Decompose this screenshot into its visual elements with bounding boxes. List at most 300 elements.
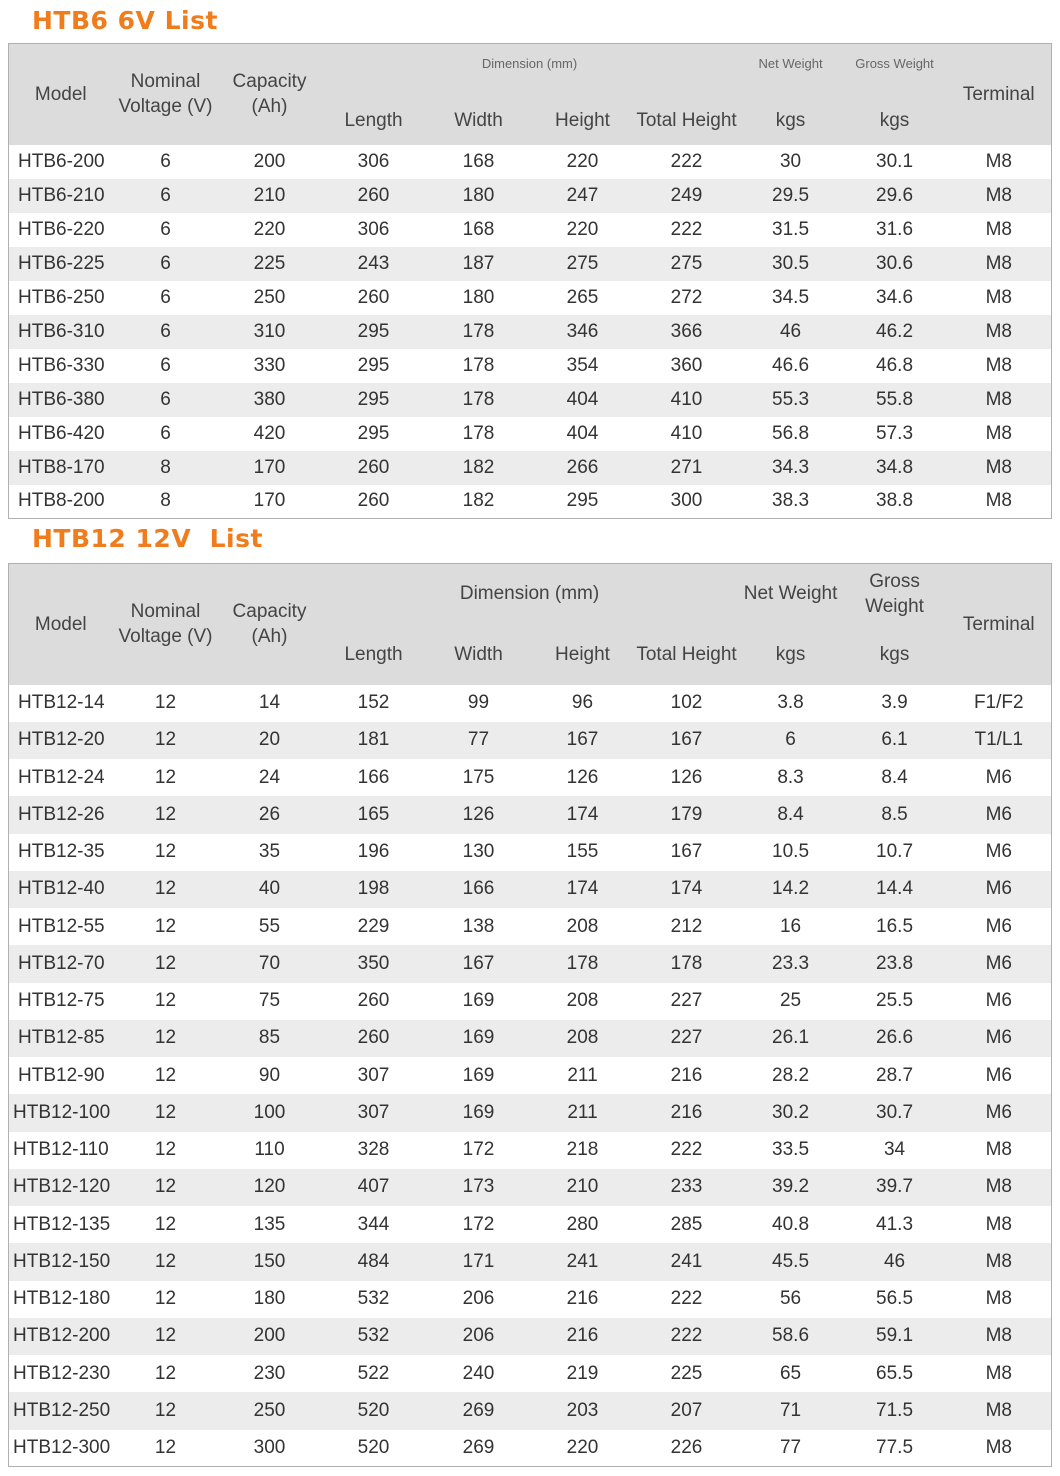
table-cell: 65 [779,1362,802,1384]
model-cell: HTB6-200 [18,150,105,172]
table-body [9,145,1052,519]
table-cell: 210 [566,1176,599,1198]
table-cell: 12 [154,1213,177,1235]
table-cell: M6 [985,915,1012,937]
header-gross-weight: Gross Weight [855,56,934,72]
table-cell: 295 [357,388,390,410]
table-cell: 260 [357,286,390,308]
table-cell: 172 [462,1213,495,1235]
table-cell: 260 [357,490,390,512]
table-cell: 12 [154,1064,177,1086]
model-cell: HTB12-200 [13,1325,111,1347]
table-cell: 8.4 [777,803,804,825]
table-cell: 169 [462,1101,495,1123]
table-row [9,1094,1052,1131]
table-cell: 285 [670,1213,703,1235]
table-cell: 225 [670,1362,703,1384]
model-cell: HTB6-310 [18,320,105,342]
table-row [9,485,1052,519]
table-cell: 12 [154,952,177,974]
table-row [9,281,1052,315]
table-cell: 12 [154,766,177,788]
table-cell: 59.1 [876,1325,914,1347]
header-model: Model [34,83,87,105]
table-cell: 100 [253,1101,286,1123]
table-cell: M8 [985,184,1012,206]
table-row [9,213,1052,247]
model-cell: HTB12-70 [18,952,105,974]
table-cell: 241 [670,1250,703,1272]
table-cell: 56.8 [772,422,810,444]
table-row [9,722,1052,759]
table-cell: 207 [670,1399,703,1421]
table-cell: 12 [154,729,177,751]
table-cell: 178 [462,388,495,410]
table-cell: 175 [462,766,495,788]
table-cell: 55.3 [772,388,810,410]
table-cell: 16 [779,915,802,937]
table-cell: 200 [253,150,286,172]
table-cell: 206 [462,1325,495,1347]
table-cell: 12 [154,1325,177,1347]
htb6-list-title: HTB6 6V List [32,6,218,35]
table-cell: 404 [566,388,599,410]
table-cell: 203 [566,1399,599,1421]
table-cell: 182 [462,490,495,512]
table-cell: 75 [258,990,281,1012]
table-cell: 330 [253,354,286,376]
table-cell: 8.4 [881,766,908,788]
table-cell: 269 [462,1399,495,1421]
table-cell: M6 [985,766,1012,788]
table-cell: 310 [253,320,286,342]
table-cell: 226 [670,1436,703,1458]
model-cell: HTB12-85 [18,1027,105,1049]
table-cell: 243 [357,252,390,274]
table-cell: 380 [253,388,286,410]
table-cell: 532 [357,1325,390,1347]
table-cell: 20 [258,729,281,751]
table-cell: M6 [985,1064,1012,1086]
model-cell: HTB12-90 [18,1064,105,1086]
table-cell: 272 [670,286,703,308]
table-cell: 12 [154,1250,177,1272]
table-cell: 295 [357,422,390,444]
table-cell: 354 [566,354,599,376]
table-cell: 178 [462,422,495,444]
table-cell: 196 [357,841,390,863]
table-row [9,247,1052,281]
table-cell: 260 [357,184,390,206]
table-cell: M8 [985,1288,1012,1310]
header-gross-weight: Gross Weight [865,570,924,617]
table-cell: 46.8 [876,354,914,376]
table-cell: M8 [985,1139,1012,1161]
table-cell: 120 [253,1176,286,1198]
model-cell: HTB12-26 [18,803,105,825]
table-cell: 307 [357,1101,390,1123]
table-cell: 211 [567,1101,598,1123]
table-row [9,1206,1052,1243]
table-cell: 65.5 [876,1362,914,1384]
table-cell: 30 [779,150,802,172]
header-width: Width [454,109,503,131]
table-cell: M6 [985,803,1012,825]
table-cell: M8 [985,490,1012,512]
table-cell: 12 [154,990,177,1012]
table-cell: 12 [154,1101,177,1123]
table-cell: M8 [985,320,1012,342]
table-cell: 168 [462,150,495,172]
table-cell: 266 [566,456,599,478]
table-cell: M8 [985,456,1012,478]
table-row [9,685,1052,722]
table-cell: 25 [779,990,802,1012]
model-cell: HTB12-135 [13,1213,111,1235]
table-cell: 532 [357,1288,390,1310]
table-cell: 102 [670,692,703,714]
table-cell: 39.2 [772,1176,810,1198]
model-cell: HTB6-420 [18,422,105,444]
table-cell: 168 [462,218,495,240]
table-cell: 275 [670,252,703,274]
table-cell: 6 [160,388,171,410]
header-length: Length [344,109,403,131]
table-cell: 31.5 [772,218,810,240]
model-cell: HTB12-300 [13,1436,111,1458]
header-gross-weight-unit: kgs [879,643,910,665]
table-cell: 227 [670,1027,703,1049]
model-cell: HTB6-220 [18,218,105,240]
table-cell: 12 [154,878,177,900]
table-cell: 38.8 [876,490,914,512]
table-cell: 169 [462,1027,495,1049]
table-cell: 222 [670,1139,703,1161]
table-cell: 14 [258,692,281,714]
table-cell: 135 [253,1213,286,1235]
table-cell: 71 [779,1399,802,1421]
table-cell: 12 [154,1139,177,1161]
table-cell: 222 [670,218,703,240]
header-length: Length [344,643,403,665]
table-cell: M8 [985,150,1012,172]
table-cell: 3.9 [881,692,908,714]
table-cell: 90 [258,1064,281,1086]
table-cell: 23.8 [876,952,914,974]
table-cell: 187 [462,252,495,274]
table-cell: 295 [566,490,599,512]
table-cell: 171 [462,1250,495,1272]
table-cell: 198 [357,878,390,900]
header-nominal-voltage: Nominal Voltage (V) [118,601,213,648]
table-cell: 344 [357,1213,390,1235]
table-cell: 166 [357,766,390,788]
table-header [9,44,1052,145]
table-cell: 269 [462,1436,495,1458]
table-cell: 208 [566,915,599,937]
table-cell: 30.6 [876,252,914,274]
table-row [9,908,1052,945]
table-cell: M8 [985,1325,1012,1347]
table-row [9,834,1052,871]
header-height: Height [555,643,610,665]
table-cell: 420 [253,422,286,444]
table-cell: 126 [566,766,599,788]
table-cell: 220 [253,218,286,240]
table-row [9,796,1052,833]
table-cell: 12 [154,1436,177,1458]
table-row [9,349,1052,383]
table-cell: 28.7 [876,1064,914,1086]
table-cell: 12 [154,1288,177,1310]
table-cell: M8 [985,286,1012,308]
table-cell: 6 [785,729,796,751]
table-cell: 56.5 [876,1288,914,1310]
table-cell: 6 [160,320,171,342]
table-cell: 30.7 [876,1101,914,1123]
table-cell: 219 [566,1362,599,1384]
table-row [9,417,1052,451]
table-cell: 6 [160,286,171,308]
header-total-height: Total Height [636,643,737,665]
table-cell: 260 [357,456,390,478]
model-cell: HTB12-75 [18,990,105,1012]
table-header [9,564,1052,685]
table-cell: 170 [253,490,286,512]
table-cell: 366 [670,320,703,342]
table-cell: 10.7 [876,841,914,863]
table-cell: 30.1 [876,150,914,172]
table-cell: 6 [160,354,171,376]
model-cell: HTB6-330 [18,354,105,376]
table-cell: 306 [357,150,390,172]
table-cell: 260 [357,1027,390,1049]
table-cell: 12 [154,1362,177,1384]
table-cell: 29.5 [772,184,810,206]
model-cell: HTB12-150 [13,1250,111,1272]
table-cell: 56 [779,1288,802,1310]
table-cell: 46.2 [876,320,914,342]
header-capacity: Capacity (Ah) [232,601,307,648]
model-cell: HTB8-200 [18,490,105,512]
header-net-weight-unit: kgs [775,109,806,131]
table-cell: 181 [357,729,390,751]
table-cell: 328 [357,1139,390,1161]
table-cell: 241 [566,1250,599,1272]
table-row [9,1355,1052,1392]
table-cell: F1/F2 [973,692,1024,714]
table-cell: T1/L1 [974,729,1024,751]
header-dimension: Dimension (mm) [481,56,578,72]
table-cell: 522 [357,1362,390,1384]
table-cell: 70 [258,952,281,974]
table-cell: 260 [357,990,390,1012]
htb6-spec-table [8,43,1052,519]
table-cell: 23.3 [772,952,810,974]
table-row [9,315,1052,349]
table-cell: 178 [670,952,703,974]
model-cell: HTB12-120 [13,1176,111,1198]
htb12-spec-table [8,563,1052,1467]
table-cell: 211 [567,1064,598,1086]
table-row [9,383,1052,417]
table-row [9,759,1052,796]
table-cell: M8 [985,1399,1012,1421]
table-row [9,1392,1052,1429]
table-cell: 247 [566,184,599,206]
table-cell: 12 [154,1176,177,1198]
table-row [9,1169,1052,1206]
table-cell: 167 [462,952,495,974]
table-cell: 126 [670,766,703,788]
table-cell: 404 [566,422,599,444]
table-cell: 484 [357,1250,390,1272]
table-cell: 222 [670,150,703,172]
table-cell: 130 [462,841,495,863]
table-cell: 8.5 [881,803,908,825]
table-row [9,1132,1052,1169]
table-cell: 346 [566,320,599,342]
table-cell: 14.4 [876,878,914,900]
table-cell: 26.6 [876,1027,914,1049]
table-cell: 265 [566,286,599,308]
table-cell: 40.8 [772,1213,810,1235]
table-cell: 220 [566,1436,599,1458]
table-row [9,1020,1052,1057]
table-cell: 110 [254,1139,285,1161]
table-cell: 28.2 [772,1064,810,1086]
table-cell: 26 [258,803,281,825]
table-cell: 212 [670,915,703,937]
header-gross-weight-unit: kgs [879,109,910,131]
table-cell: M8 [985,388,1012,410]
table-cell: 33.5 [772,1139,810,1161]
model-cell: HTB12-180 [13,1288,111,1310]
table-cell: 407 [357,1176,390,1198]
table-row [9,1243,1052,1280]
table-cell: 77 [779,1436,802,1458]
htb12-list-title: HTB12 12V List [32,524,263,553]
header-height: Height [555,109,610,131]
table-cell: 169 [462,990,495,1012]
table-cell: 155 [566,841,599,863]
table-cell: 6 [160,252,171,274]
table-cell: 40 [258,878,281,900]
table-row [9,179,1052,213]
table-cell: 152 [357,692,390,714]
table-cell: 250 [253,1399,286,1421]
table-cell: 216 [670,1064,703,1086]
table-cell: 167 [566,729,599,751]
table-cell: 222 [670,1325,703,1347]
table-cell: 39.7 [876,1176,914,1198]
table-cell: 216 [566,1325,599,1347]
model-cell: HTB12-14 [18,692,105,714]
table-cell: M8 [985,252,1012,274]
table-cell: 170 [253,456,286,478]
table-cell: 179 [670,803,703,825]
table-cell: 520 [357,1399,390,1421]
table-cell: 178 [462,320,495,342]
table-cell: 96 [571,692,594,714]
model-cell: HTB12-230 [13,1362,111,1384]
header-width: Width [454,643,503,665]
table-cell: 182 [462,456,495,478]
header-nominal-voltage: Nominal Voltage (V) [118,71,213,118]
header-net-weight: Net Weight [758,56,823,72]
table-cell: 24 [258,766,281,788]
table-cell: 350 [357,952,390,974]
table-cell: 229 [357,915,390,937]
table-cell: 271 [670,456,703,478]
table-cell: 410 [670,388,703,410]
table-cell: 77 [467,729,490,751]
table-cell: 300 [253,1436,286,1458]
table-cell: 38.3 [772,490,810,512]
model-cell: HTB6-250 [18,286,105,308]
table-cell: 31.6 [876,218,914,240]
table-cell: 99 [467,692,490,714]
table-cell: 6 [160,218,171,240]
table-row [9,1281,1052,1318]
table-cell: 12 [154,1399,177,1421]
table-row [9,1318,1052,1355]
table-cell: 6.1 [881,729,908,751]
table-cell: 77.5 [876,1436,914,1458]
table-cell: 166 [462,878,495,900]
table-row [9,145,1052,179]
table-cell: 360 [670,354,703,376]
table-cell: 34.6 [876,286,914,308]
table-cell: 35 [258,841,281,863]
table-cell: 249 [670,184,703,206]
model-cell: HTB12-55 [18,915,105,937]
table-cell: 85 [258,1027,281,1049]
table-cell: 216 [670,1101,703,1123]
table-cell: 208 [566,1027,599,1049]
model-cell: HTB12-100 [13,1101,111,1123]
table-cell: M6 [985,1101,1012,1123]
header-terminal: Terminal [962,83,1035,105]
table-cell: 12 [154,915,177,937]
table-cell: M6 [985,1027,1012,1049]
table-cell: 25.5 [876,990,914,1012]
model-cell: HTB12-250 [13,1399,111,1421]
model-cell: HTB12-35 [18,841,105,863]
table-cell: 180 [462,184,495,206]
table-row [9,1430,1052,1467]
model-cell: HTB8-170 [18,456,105,478]
table-cell: 55.8 [876,388,914,410]
table-cell: 10.5 [772,841,810,863]
table-cell: 30.5 [772,252,810,274]
table-cell: 206 [462,1288,495,1310]
table-cell: M8 [985,1362,1012,1384]
table-cell: 12 [154,692,177,714]
table-cell: 165 [357,803,390,825]
table-cell: 45.5 [772,1250,810,1272]
table-cell: 6 [160,150,171,172]
header-net-weight: Net Weight [743,583,838,605]
table-cell: 167 [670,729,703,751]
table-cell: M6 [985,878,1012,900]
table-cell: 295 [357,320,390,342]
table-cell: 30.2 [772,1101,810,1123]
table-cell: M8 [985,1250,1012,1272]
table-cell: 306 [357,218,390,240]
table-cell: 275 [566,252,599,274]
table-cell: 210 [253,184,286,206]
